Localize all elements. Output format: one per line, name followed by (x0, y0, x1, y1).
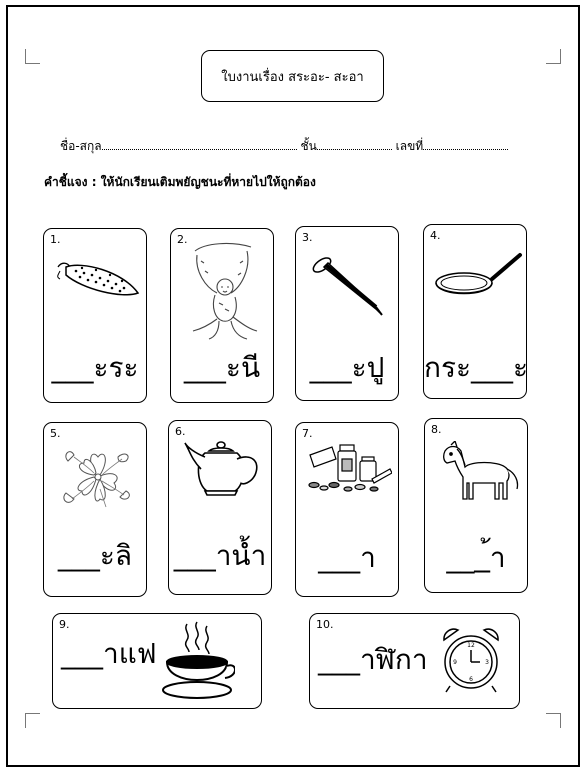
medicine-icon (302, 439, 392, 495)
item-number: 6. (175, 425, 186, 438)
word-to-complete: ___าฬิกา (318, 643, 428, 676)
word-to-complete: ___ะลิ (57, 539, 133, 572)
number-field[interactable] (423, 139, 508, 150)
frying-pan-icon (434, 249, 524, 309)
word-to-complete: ___าน้ำ (173, 539, 267, 572)
crop-mark-bottom-right (546, 713, 561, 728)
svg-text:9: 9 (453, 659, 457, 666)
exercise-card-5 (43, 422, 147, 597)
exercise-card-1 (43, 228, 147, 403)
number-label: เลขที่ (395, 139, 424, 153)
exercise-card-2 (170, 228, 274, 403)
name-field[interactable] (102, 139, 297, 150)
item-number: 1. (50, 233, 61, 246)
instruction: คำชี้แจง : ให้นักเรียนเติมพยัญชนะที่หายไปให้ถูกต้อง (44, 175, 316, 189)
crop-mark-top-left (25, 49, 40, 64)
crop-mark-top-right (546, 49, 561, 64)
exercise-card-3 (295, 226, 399, 401)
crop-mark-bottom-left (25, 713, 40, 728)
horse-icon (441, 441, 521, 503)
student-info-line (60, 137, 508, 156)
word-to-complete: ___้า (446, 541, 506, 574)
word-to-complete: ___ะนี (183, 351, 261, 384)
nail-icon (310, 247, 390, 319)
exercise-card-6 (168, 420, 272, 595)
exercise-card-10 (309, 613, 520, 709)
alarm-clock-icon (436, 626, 506, 696)
coffee-cup-icon (159, 620, 235, 702)
kettle-icon (181, 439, 265, 499)
svg-text:6: 6 (469, 676, 473, 683)
svg-text:12: 12 (467, 642, 475, 649)
item-number: 4. (430, 229, 441, 242)
class-field[interactable] (317, 139, 392, 150)
worksheet-title (201, 50, 384, 102)
worksheet-title-text: ใบงานเรื่อง สระอะ- สะอา (221, 69, 364, 85)
item-number: 10. (316, 618, 334, 631)
word-to-complete: กระ___ะ (424, 351, 529, 384)
jasmine-flower-icon (56, 437, 138, 515)
bitter-gourd-icon (52, 253, 142, 303)
exercise-card-7 (295, 422, 399, 597)
item-number: 9. (59, 618, 70, 631)
item-number: 3. (302, 231, 313, 244)
word-to-complete: ___ะระ (51, 351, 139, 384)
word-to-complete: ___ะปู (309, 351, 385, 384)
svg-text:3: 3 (485, 659, 489, 666)
item-number: 2. (177, 233, 188, 246)
exercise-card-4 (423, 224, 527, 399)
class-label: ชั้น (300, 139, 317, 153)
item-number: 8. (431, 423, 442, 436)
monkey-icon (185, 235, 265, 341)
name-label: ชื่อ-สกุล (60, 139, 102, 153)
exercise-card-9 (52, 613, 262, 709)
item-number: 5. (50, 427, 61, 440)
word-to-complete: ___าแฟ (61, 637, 157, 670)
exercise-card-8 (424, 418, 528, 593)
word-to-complete: ___า (318, 541, 376, 574)
item-number: 7. (302, 427, 313, 440)
